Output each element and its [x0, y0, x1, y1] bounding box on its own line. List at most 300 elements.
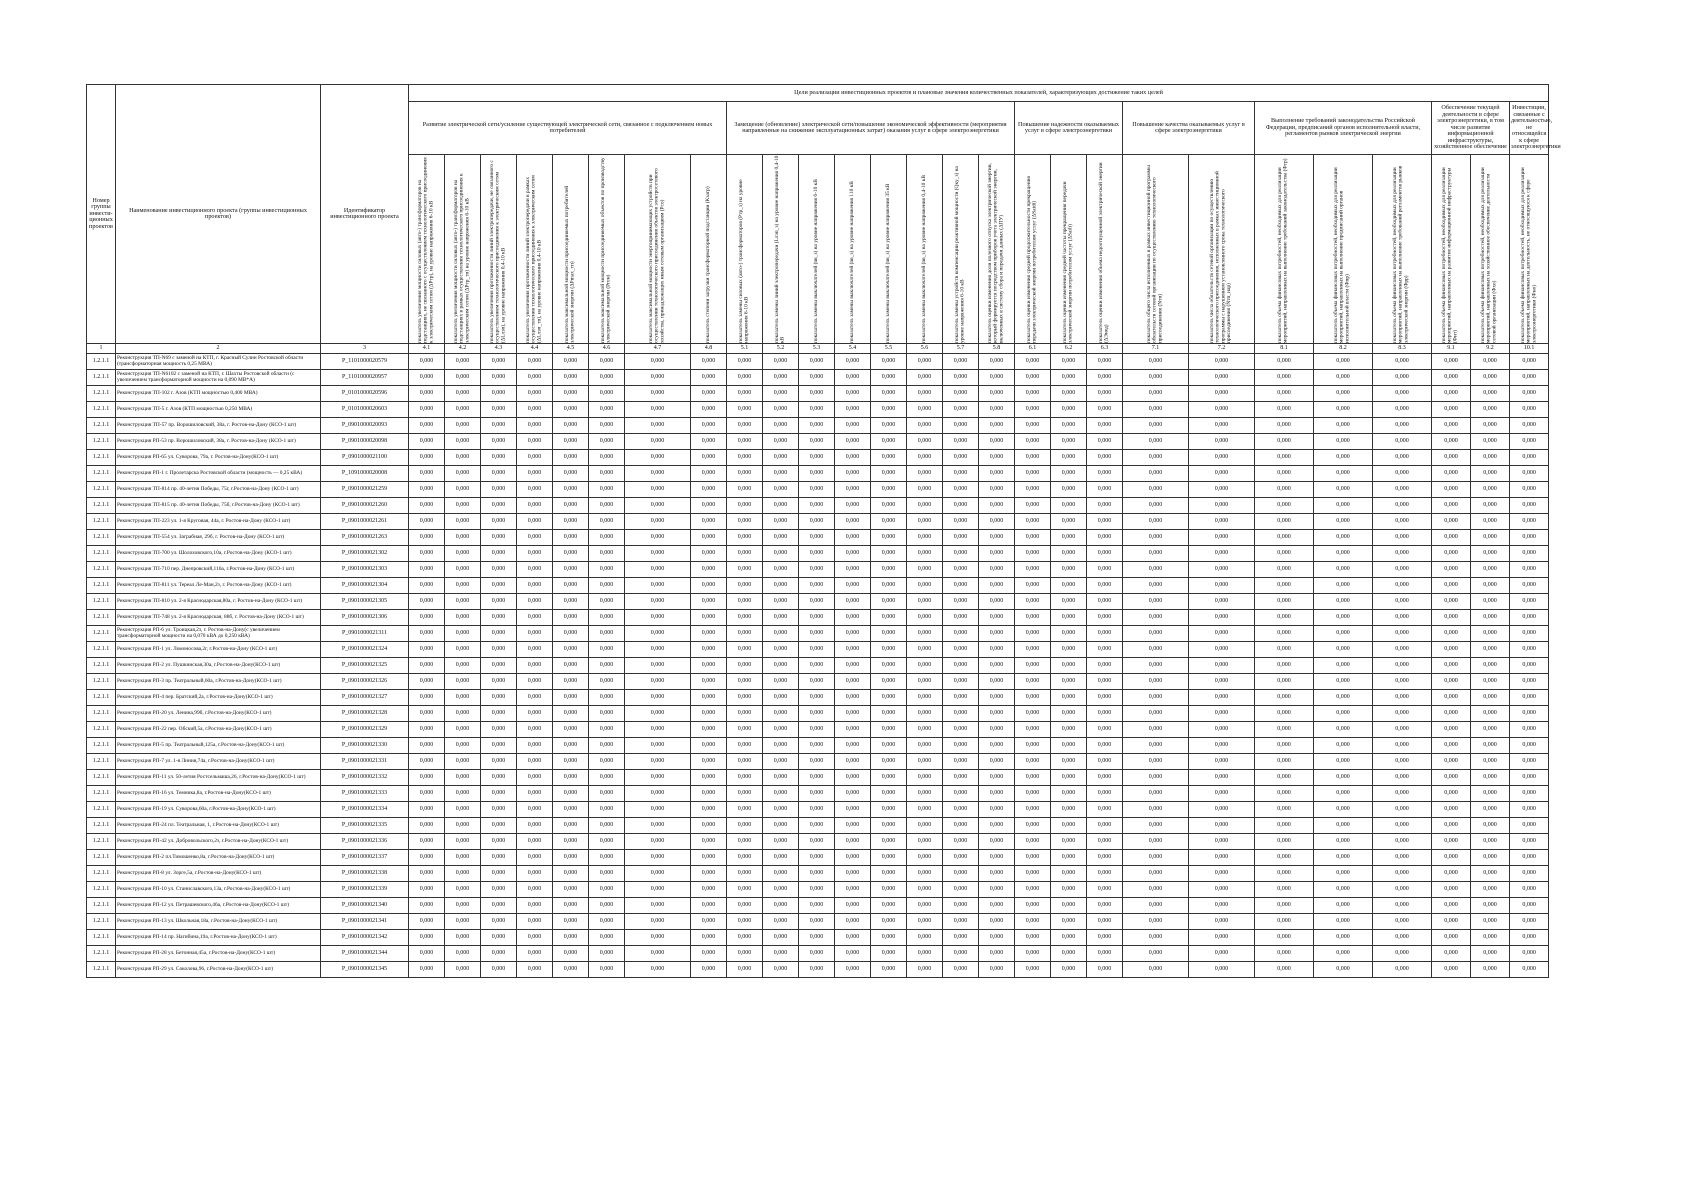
- row-project-name: Реконструкция РП-10 ул. Станиславского,13а, г.Ростов-на-Дону(КСО-1 шт): [116, 882, 321, 898]
- row-indicator-value: 0,000: [1471, 882, 1510, 898]
- row-indicator-value: 0,000: [691, 354, 727, 370]
- row-indicator-value: 0,000: [727, 418, 763, 434]
- row-indicator-value: 0,000: [799, 690, 835, 706]
- row-indicator-value: 0,000: [943, 690, 979, 706]
- row-indicator-value: 0,000: [1015, 786, 1051, 802]
- row-indicator-value: 0,000: [1189, 546, 1255, 562]
- row-indicator-value: 0,000: [1015, 626, 1051, 642]
- row-indicator-value: 0,000: [553, 498, 589, 514]
- row-indicator-value: 0,000: [907, 962, 943, 978]
- row-group-number: 1.2.1.1: [87, 866, 116, 882]
- row-indicator-value: 0,000: [907, 882, 943, 898]
- row-indicator-value: 0,000: [1373, 578, 1432, 594]
- row-indicator-value: 0,000: [943, 450, 979, 466]
- row-indicator-value: 0,000: [1087, 946, 1123, 962]
- row-indicator-value: 0,000: [871, 434, 907, 450]
- row-indicator-value: 0,000: [907, 674, 943, 690]
- row-indicator-value: 0,000: [553, 610, 589, 626]
- row-indicator-value: 0,000: [907, 770, 943, 786]
- row-indicator-value: 0,000: [1087, 354, 1123, 370]
- header-indicator: [691, 155, 727, 344]
- row-indicator-value: 0,000: [1314, 370, 1373, 386]
- row-indicator-value: 0,000: [589, 466, 625, 482]
- row-indicator-value: 0,000: [481, 370, 517, 386]
- row-indicator-value: 0,000: [589, 642, 625, 658]
- header-indicator: [1123, 155, 1189, 344]
- row-indicator-value: 0,000: [1087, 706, 1123, 722]
- row-indicator-value: 0,000: [1471, 530, 1510, 546]
- row-indicator-value: 0,000: [625, 834, 691, 850]
- row-indicator-value: 0,000: [1471, 850, 1510, 866]
- row-indicator-value: 0,000: [691, 498, 727, 514]
- row-indicator-value: 0,000: [1015, 498, 1051, 514]
- row-indicator-value: 0,000: [1471, 674, 1510, 690]
- row-project-name: Реконструкция ТП-811 ул. Тереал Ле-Ман,2з, г. Ростов-на-Дону (КСО-1 шт): [116, 578, 321, 594]
- row-indicator-value: 0,000: [517, 386, 553, 402]
- row-indicator-value: 0,000: [1189, 514, 1255, 530]
- header-indicator-label: показатель замены выключателей (nв_з) на уровне напряжения 110 кВ: [848, 181, 855, 343]
- row-indicator-value: 0,000: [835, 530, 871, 546]
- row-indicator-value: 0,000: [1123, 434, 1189, 450]
- row-indicator-value: 0,000: [1510, 754, 1549, 770]
- row-indicator-value: 0,000: [589, 482, 625, 498]
- row-indicator-value: 0,000: [907, 866, 943, 882]
- row-indicator-value: 0,000: [481, 658, 517, 674]
- row-indicator-value: 0,000: [871, 914, 907, 930]
- row-indicator-value: 0,000: [517, 434, 553, 450]
- row-indicator-value: 0,000: [1051, 418, 1087, 434]
- column-number: 9.1: [1432, 344, 1471, 354]
- row-indicator-value: 0,000: [625, 370, 691, 386]
- row-indicator-value: 0,000: [907, 562, 943, 578]
- row-project-name: Реконструкция РП-7 ул. 1-я Линия,74а, г.Ростов-на-Дону(КСО-1 шт): [116, 754, 321, 770]
- row-indicator-value: 0,000: [445, 466, 481, 482]
- row-indicator-value: 0,000: [871, 530, 907, 546]
- row-indicator-value: 0,000: [943, 386, 979, 402]
- row-indicator-value: 0,000: [727, 562, 763, 578]
- row-group-number: 1.2.1.1: [87, 722, 116, 738]
- row-indicator-value: 0,000: [625, 466, 691, 482]
- header-indicator: [409, 155, 445, 344]
- row-indicator-value: 0,000: [517, 418, 553, 434]
- row-indicator-value: 0,000: [517, 850, 553, 866]
- row-indicator-value: 0,000: [835, 594, 871, 610]
- row-indicator-value: 0,000: [1471, 434, 1510, 450]
- row-indicator-value: 0,000: [727, 530, 763, 546]
- row-indicator-value: 0,000: [1087, 850, 1123, 866]
- row-project-id: P_0901000021306: [321, 610, 409, 626]
- header-indicator: [481, 155, 517, 344]
- row-indicator-value: 0,000: [481, 418, 517, 434]
- row-indicator-value: 0,000: [1314, 610, 1373, 626]
- row-indicator-value: 0,000: [517, 786, 553, 802]
- row-indicator-value: 0,000: [1255, 610, 1314, 626]
- row-indicator-value: 0,000: [1510, 882, 1549, 898]
- row-indicator-value: 0,000: [799, 866, 835, 882]
- row-indicator-value: 0,000: [589, 946, 625, 962]
- header-indicator: [589, 155, 625, 344]
- row-indicator-value: 0,000: [1123, 578, 1189, 594]
- row-indicator-value: 0,000: [907, 498, 943, 514]
- row-indicator-value: 0,000: [1189, 370, 1255, 386]
- row-indicator-value: 0,000: [835, 418, 871, 434]
- row-indicator-value: 0,000: [979, 450, 1015, 466]
- row-indicator-value: 0,000: [871, 882, 907, 898]
- row-indicator-value: 0,000: [871, 514, 907, 530]
- row-indicator-value: 0,000: [589, 706, 625, 722]
- row-indicator-value: 0,000: [1255, 562, 1314, 578]
- row-indicator-value: 0,000: [409, 738, 445, 754]
- row-indicator-value: 0,000: [763, 834, 799, 850]
- row-indicator-value: 0,000: [1015, 594, 1051, 610]
- row-indicator-value: 0,000: [799, 722, 835, 738]
- row-indicator-value: 0,000: [691, 370, 727, 386]
- row-indicator-value: 0,000: [409, 514, 445, 530]
- column-number: 2: [116, 344, 321, 354]
- header-goal-group: Выполнение требований законодательства Российской Федерации, предписаний органов исполнительной власти, регламентов рынков электрической энергии: [1255, 102, 1432, 155]
- row-indicator-value: 0,000: [589, 354, 625, 370]
- row-indicator-value: 0,000: [445, 946, 481, 962]
- row-indicator-value: 0,000: [517, 450, 553, 466]
- header-indicator: [907, 155, 943, 344]
- row-indicator-value: 0,000: [445, 802, 481, 818]
- row-indicator-value: 0,000: [871, 850, 907, 866]
- header-indicator: [799, 155, 835, 344]
- row-indicator-value: 0,000: [799, 914, 835, 930]
- row-indicator-value: 0,000: [943, 402, 979, 418]
- row-indicator-value: 0,000: [979, 706, 1015, 722]
- row-indicator-value: 0,000: [1510, 866, 1549, 882]
- row-indicator-value: 0,000: [835, 642, 871, 658]
- row-indicator-value: 0,000: [517, 802, 553, 818]
- row-indicator-value: 0,000: [907, 386, 943, 402]
- row-indicator-value: 0,000: [691, 642, 727, 658]
- row-indicator-value: 0,000: [625, 898, 691, 914]
- row-indicator-value: 0,000: [763, 914, 799, 930]
- row-indicator-value: 0,000: [481, 498, 517, 514]
- row-indicator-value: 0,000: [1123, 498, 1189, 514]
- row-indicator-value: 0,000: [553, 930, 589, 946]
- row-indicator-value: 0,000: [691, 434, 727, 450]
- header-indicator-label: показатель объема финансовых потребностей, необходимых для реализации мероприятий, направленных на выполнение требований законодательства (Фтр): [1277, 158, 1289, 343]
- row-indicator-value: 0,000: [553, 754, 589, 770]
- row-indicator-value: 0,000: [553, 722, 589, 738]
- row-indicator-value: 0,000: [727, 898, 763, 914]
- row-indicator-value: 0,000: [691, 546, 727, 562]
- row-indicator-value: 0,000: [727, 914, 763, 930]
- row-indicator-value: 0,000: [979, 626, 1015, 642]
- row-indicator-value: 0,000: [1432, 450, 1471, 466]
- row-indicator-value: 0,000: [1471, 370, 1510, 386]
- row-indicator-value: 0,000: [553, 770, 589, 786]
- header-indicator-label: показатель общего числа исполненных в рамках инвестиционной программы обязательств сетевой организации по осуществлению технологического присоединения (Nтп): [1145, 165, 1164, 343]
- row-indicator-value: 0,000: [445, 786, 481, 802]
- row-indicator-value: 0,000: [871, 642, 907, 658]
- row-indicator-value: 0,000: [409, 786, 445, 802]
- row-indicator-value: 0,000: [871, 722, 907, 738]
- row-indicator-value: 0,000: [481, 866, 517, 882]
- table-row: [87, 594, 1549, 610]
- row-group-number: 1.2.1.1: [87, 818, 116, 834]
- row-indicator-value: 0,000: [445, 706, 481, 722]
- row-indicator-value: 0,000: [871, 466, 907, 482]
- row-indicator-value: 0,000: [1432, 930, 1471, 946]
- row-indicator-value: 0,000: [1314, 786, 1373, 802]
- row-indicator-value: 0,000: [409, 818, 445, 834]
- row-indicator-value: 0,000: [1373, 354, 1432, 370]
- row-indicator-value: 0,000: [445, 690, 481, 706]
- row-project-id: P_0901000021339: [321, 882, 409, 898]
- column-number: 8.2: [1314, 344, 1373, 354]
- table-row: [87, 690, 1549, 706]
- row-indicator-value: 0,000: [1051, 626, 1087, 642]
- row-indicator-value: 0,000: [835, 658, 871, 674]
- table-row: [87, 642, 1549, 658]
- row-indicator-value: 0,000: [481, 466, 517, 482]
- row-indicator-value: 0,000: [1123, 370, 1189, 386]
- row-indicator-value: 0,000: [1087, 498, 1123, 514]
- row-indicator-value: 0,000: [1015, 738, 1051, 754]
- row-indicator-value: 0,000: [1373, 530, 1432, 546]
- row-indicator-value: 0,000: [1373, 514, 1432, 530]
- row-indicator-value: 0,000: [1314, 754, 1373, 770]
- row-indicator-value: 0,000: [1373, 386, 1432, 402]
- header-indicator: [763, 155, 799, 344]
- row-indicator-value: 0,000: [799, 962, 835, 978]
- row-indicator-value: 0,000: [409, 834, 445, 850]
- row-indicator-value: 0,000: [589, 738, 625, 754]
- row-indicator-value: 0,000: [691, 578, 727, 594]
- row-indicator-value: 0,000: [1051, 434, 1087, 450]
- column-number: 4.3: [481, 344, 517, 354]
- row-indicator-value: 0,000: [1123, 482, 1189, 498]
- row-project-id: P_0901000021340: [321, 898, 409, 914]
- row-indicator-value: 0,000: [799, 850, 835, 866]
- row-indicator-value: 0,000: [1189, 850, 1255, 866]
- row-indicator-value: 0,000: [1189, 466, 1255, 482]
- row-indicator-value: 0,000: [979, 754, 1015, 770]
- column-number: 5.4: [835, 344, 871, 354]
- row-indicator-value: 0,000: [625, 786, 691, 802]
- row-indicator-value: 0,000: [1015, 690, 1051, 706]
- row-indicator-value: 0,000: [1314, 946, 1373, 962]
- row-indicator-value: 0,000: [727, 706, 763, 722]
- row-indicator-value: 0,000: [517, 866, 553, 882]
- table-row: [87, 786, 1549, 802]
- row-indicator-value: 0,000: [907, 594, 943, 610]
- row-indicator-value: 0,000: [1471, 466, 1510, 482]
- row-indicator-value: 0,000: [1373, 450, 1432, 466]
- row-indicator-value: 0,000: [1255, 946, 1314, 962]
- header-project-name: Наименование инвестиционного проекта (группы инвестиционных проектов): [116, 85, 321, 344]
- row-indicator-value: 0,000: [1051, 562, 1087, 578]
- table-row: [87, 562, 1549, 578]
- column-number: 9.2: [1471, 344, 1510, 354]
- row-indicator-value: 0,000: [1373, 482, 1432, 498]
- row-indicator-value: 0,000: [1123, 818, 1189, 834]
- row-indicator-value: 0,000: [481, 834, 517, 850]
- row-indicator-value: 0,000: [907, 530, 943, 546]
- header-indicator: [1051, 155, 1087, 344]
- table-row: [87, 818, 1549, 834]
- column-number: 1: [87, 344, 116, 354]
- row-indicator-value: 0,000: [835, 786, 871, 802]
- row-indicator-value: 0,000: [1255, 514, 1314, 530]
- row-indicator-value: 0,000: [1432, 786, 1471, 802]
- row-indicator-value: 0,000: [625, 562, 691, 578]
- row-indicator-value: 0,000: [1015, 882, 1051, 898]
- row-indicator-value: 0,000: [1123, 594, 1189, 610]
- row-group-number: 1.2.1.1: [87, 498, 116, 514]
- row-indicator-value: 0,000: [1373, 770, 1432, 786]
- row-indicator-value: 0,000: [1510, 562, 1549, 578]
- row-indicator-value: 0,000: [589, 498, 625, 514]
- row-indicator-value: 0,000: [1510, 354, 1549, 370]
- row-indicator-value: 0,000: [691, 530, 727, 546]
- header-indicator: [517, 155, 553, 344]
- row-indicator-value: 0,000: [1510, 546, 1549, 562]
- row-indicator-value: 0,000: [589, 754, 625, 770]
- row-indicator-value: 0,000: [907, 946, 943, 962]
- row-group-number: 1.2.1.1: [87, 354, 116, 370]
- row-indicator-value: 0,000: [1189, 450, 1255, 466]
- row-indicator-value: 0,000: [553, 434, 589, 450]
- row-indicator-value: 0,000: [517, 354, 553, 370]
- row-indicator-value: 0,000: [1189, 882, 1255, 898]
- row-indicator-value: 0,000: [1471, 818, 1510, 834]
- row-indicator-value: 0,000: [943, 898, 979, 914]
- row-indicator-value: 0,000: [727, 658, 763, 674]
- row-indicator-value: 0,000: [1015, 370, 1051, 386]
- row-project-id: P_0901000021304: [321, 578, 409, 594]
- row-indicator-value: 0,000: [691, 786, 727, 802]
- row-indicator-value: 0,000: [727, 610, 763, 626]
- row-indicator-value: 0,000: [409, 498, 445, 514]
- row-indicator-value: 0,000: [625, 402, 691, 418]
- row-project-name: Реконструкция ТП-223 ул. 1-я Круговая, 44а, г. Ростов-на-Дону (КСО-1 шт): [116, 514, 321, 530]
- header-indicator: [625, 155, 691, 344]
- row-indicator-value: 0,000: [1471, 930, 1510, 946]
- row-indicator-value: 0,000: [799, 834, 835, 850]
- row-indicator-value: 0,000: [517, 754, 553, 770]
- row-indicator-value: 0,000: [445, 482, 481, 498]
- row-indicator-value: 0,000: [871, 818, 907, 834]
- row-indicator-value: 0,000: [1255, 818, 1314, 834]
- row-indicator-value: 0,000: [1471, 386, 1510, 402]
- row-project-id: P_0901000021331: [321, 754, 409, 770]
- row-indicator-value: 0,000: [799, 770, 835, 786]
- row-indicator-value: 0,000: [835, 914, 871, 930]
- row-project-name: Реконструкция РП-2 пл.Тимошенко,8а, г.Ростов-на-Дону(КСО-1 шт): [116, 850, 321, 866]
- table-row: [87, 722, 1549, 738]
- row-indicator-value: 0,000: [625, 626, 691, 642]
- row-project-name: Реконструкция РП-8 ул. Зорге,5а, г.Ростов-на-Дону(КСО-1 шт): [116, 866, 321, 882]
- row-indicator-value: 0,000: [589, 962, 625, 978]
- row-indicator-value: 0,000: [481, 738, 517, 754]
- row-indicator-value: 0,000: [799, 482, 835, 498]
- row-indicator-value: 0,000: [1471, 946, 1510, 962]
- row-indicator-value: 0,000: [943, 546, 979, 562]
- row-indicator-value: 0,000: [727, 674, 763, 690]
- row-indicator-value: 0,000: [1123, 610, 1189, 626]
- row-indicator-value: 0,000: [1373, 674, 1432, 690]
- row-indicator-value: 0,000: [553, 674, 589, 690]
- row-indicator-value: 0,000: [1015, 482, 1051, 498]
- row-indicator-value: 0,000: [1123, 722, 1189, 738]
- row-indicator-value: 0,000: [1373, 562, 1432, 578]
- row-indicator-value: 0,000: [1255, 642, 1314, 658]
- row-project-id: P_0101000020596: [321, 386, 409, 402]
- row-group-number: 1.2.1.1: [87, 850, 116, 866]
- row-indicator-value: 0,000: [1314, 962, 1373, 978]
- row-indicator-value: 0,000: [1015, 530, 1051, 546]
- column-number: 8.1: [1255, 344, 1314, 354]
- row-indicator-value: 0,000: [871, 770, 907, 786]
- row-indicator-value: 0,000: [871, 354, 907, 370]
- row-indicator-value: 0,000: [1432, 626, 1471, 642]
- row-indicator-value: 0,000: [1314, 690, 1373, 706]
- row-indicator-value: 0,000: [1123, 642, 1189, 658]
- row-indicator-value: 0,000: [517, 690, 553, 706]
- row-indicator-value: 0,000: [409, 546, 445, 562]
- row-indicator-value: 0,000: [871, 626, 907, 642]
- table-row: [87, 466, 1549, 482]
- row-indicator-value: 0,000: [763, 690, 799, 706]
- row-indicator-value: 0,000: [727, 882, 763, 898]
- row-indicator-value: 0,000: [907, 354, 943, 370]
- row-indicator-value: 0,000: [943, 930, 979, 946]
- row-project-id: P_0901000021326: [321, 674, 409, 690]
- row-indicator-value: 0,000: [589, 802, 625, 818]
- row-indicator-value: 0,000: [481, 770, 517, 786]
- row-indicator-value: 0,000: [943, 354, 979, 370]
- row-indicator-value: 0,000: [727, 818, 763, 834]
- table-row: [87, 402, 1549, 418]
- row-indicator-value: 0,000: [517, 658, 553, 674]
- row-indicator-value: 0,000: [799, 386, 835, 402]
- row-project-id: P_0901000021334: [321, 802, 409, 818]
- row-indicator-value: 0,000: [835, 690, 871, 706]
- row-indicator-value: 0,000: [1123, 530, 1189, 546]
- row-indicator-value: 0,000: [1087, 882, 1123, 898]
- row-indicator-value: 0,000: [1373, 802, 1432, 818]
- row-indicator-value: 0,000: [1189, 754, 1255, 770]
- row-indicator-value: 0,000: [409, 850, 445, 866]
- row-group-number: 1.2.1.1: [87, 674, 116, 690]
- row-indicator-value: 0,000: [1087, 370, 1123, 386]
- row-indicator-value: 0,000: [1189, 354, 1255, 370]
- row-indicator-value: 0,000: [1255, 466, 1314, 482]
- row-indicator-value: 0,000: [1087, 930, 1123, 946]
- row-indicator-value: 0,000: [691, 706, 727, 722]
- row-indicator-value: 0,000: [1189, 642, 1255, 658]
- row-indicator-value: 0,000: [1051, 786, 1087, 802]
- row-indicator-value: 0,000: [1051, 402, 1087, 418]
- row-indicator-value: 0,000: [589, 850, 625, 866]
- row-indicator-value: 0,000: [1255, 706, 1314, 722]
- row-indicator-value: 0,000: [763, 434, 799, 450]
- row-indicator-value: 0,000: [1255, 802, 1314, 818]
- row-indicator-value: 0,000: [1510, 386, 1549, 402]
- row-indicator-value: 0,000: [835, 818, 871, 834]
- row-indicator-value: 0,000: [799, 546, 835, 562]
- row-indicator-value: 0,000: [517, 914, 553, 930]
- row-indicator-value: 0,000: [979, 370, 1015, 386]
- row-indicator-value: 0,000: [943, 466, 979, 482]
- column-number: 6.2: [1051, 344, 1087, 354]
- row-indicator-value: 0,000: [517, 610, 553, 626]
- row-indicator-value: 0,000: [445, 418, 481, 434]
